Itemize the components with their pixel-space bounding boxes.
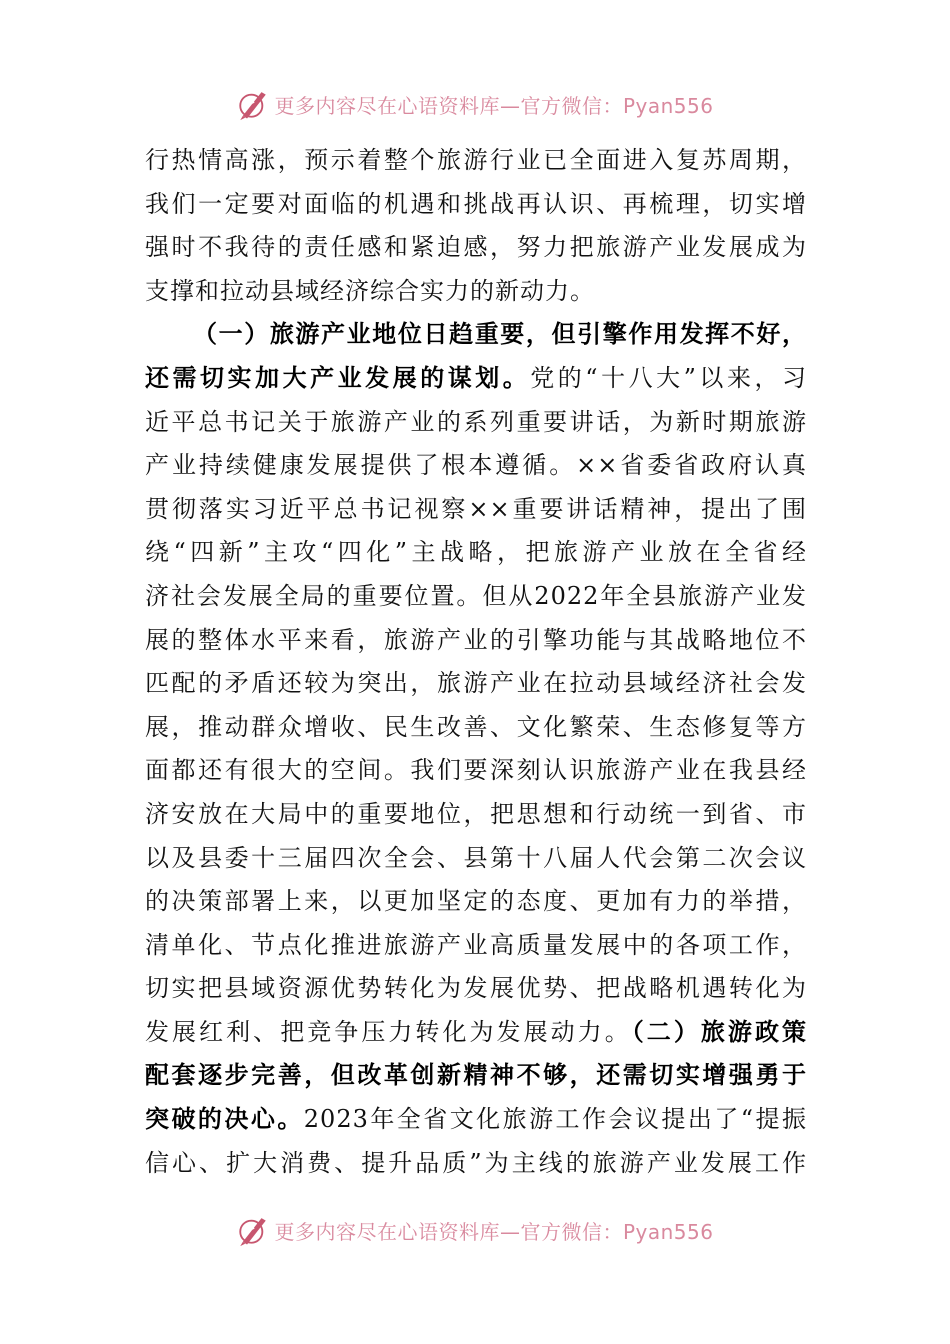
text-line: 贯彻落实习近平总书记视察××重要讲话精神，提出了围 — [145, 494, 807, 523]
text-line: 行热情高涨，预示着整个旅游行业已全面进入复苏周期， — [145, 146, 807, 174]
text-line: 匹配的矛盾还较为突出，旅游产业在拉动县域经济社会发 — [145, 669, 807, 698]
header-watermark — [0, 84, 950, 124]
text-run: 2023年全省文化旅游工作会议提出了“提振 — [303, 1105, 807, 1134]
text-run: 发展红利、把竞争压力转化为发展动力。 — [145, 1017, 632, 1046]
section-heading-1: （一）旅游产业地位日趋重要，但引擎作用发挥不好， — [193, 320, 807, 349]
footer-watermark — [0, 1210, 950, 1250]
section-heading-2: （二）旅游政策 — [631, 1017, 807, 1046]
text-line: 展的整体水平来看，旅游产业的引擎功能与其战略地位不 — [145, 625, 807, 654]
text-line: 近平总书记关于旅游产业的系列重要讲话，为新时期旅游 — [145, 407, 807, 436]
text-line: 我们一定要对面临的机遇和挑战再认识、再梳理，切实增 — [145, 189, 807, 218]
text-line: 清单化、节点化推进旅游产业高质量发展中的各项工作， — [145, 930, 807, 959]
section-heading-2-cont: 配套逐步完善，但改革创新精神不够，还需切实增强勇于 — [145, 1061, 807, 1090]
text-run: 党的“十八大”以来，习 — [530, 363, 807, 392]
text-line: 展，推动群众增收、民生改善、文化繁荣、生态修复等方 — [145, 712, 807, 741]
section-heading-2-end: 突破的决心。 — [145, 1105, 304, 1134]
text-line: 切实把县域资源优势转化为发展优势、把战略机遇转化为 — [145, 974, 807, 1003]
text-line: 产业持续健康发展提供了根本遵循。××省委省政府认真 — [145, 451, 807, 480]
text-line: 绕“四新”主攻“四化”主战略，把旅游产业放在全省经 — [145, 538, 807, 567]
header-watermark-text: 更多内容尽在心语资料库—官方微信：Pyan556 — [274, 93, 714, 118]
text-line-mixed — [145, 357, 807, 401]
text-line: 强时不我待的责任感和紧迫感，努力把旅游产业发展成为 — [145, 233, 807, 262]
text-line: 济社会发展全局的重要位置。但从2022年全县旅游产业发 — [145, 581, 807, 610]
text-line: 济安放在大局中的重要地位，把思想和行动统一到省、市 — [145, 799, 807, 828]
text-line: 信心、扩大消费、提升品质”为主线的旅游产业发展工作 — [145, 1148, 807, 1177]
text-line: 支撑和拉动县域经济综合实力的新动力。 — [145, 276, 595, 305]
section-heading-1-cont: 还需切实加大产业发展的谋划。 — [145, 363, 531, 392]
text-line: 面都还有很大的空间。我们要深刻认识旅游产业在我县经 — [145, 756, 807, 785]
footer-watermark-text: 更多内容尽在心语资料库—官方微信：Pyan556 — [274, 1219, 714, 1244]
text-line-mixed — [145, 1098, 807, 1142]
text-line: 以及县委十三届四次全会、县第十八届人代会第二次会议 — [145, 843, 807, 872]
text-line-mixed — [145, 1011, 807, 1055]
pen-logo-icon — [236, 87, 270, 121]
text-line: 的决策部署上来，以更加坚定的态度、更加有力的举措， — [145, 887, 807, 916]
pen-logo-icon — [236, 1213, 270, 1247]
document-body — [145, 139, 807, 1185]
